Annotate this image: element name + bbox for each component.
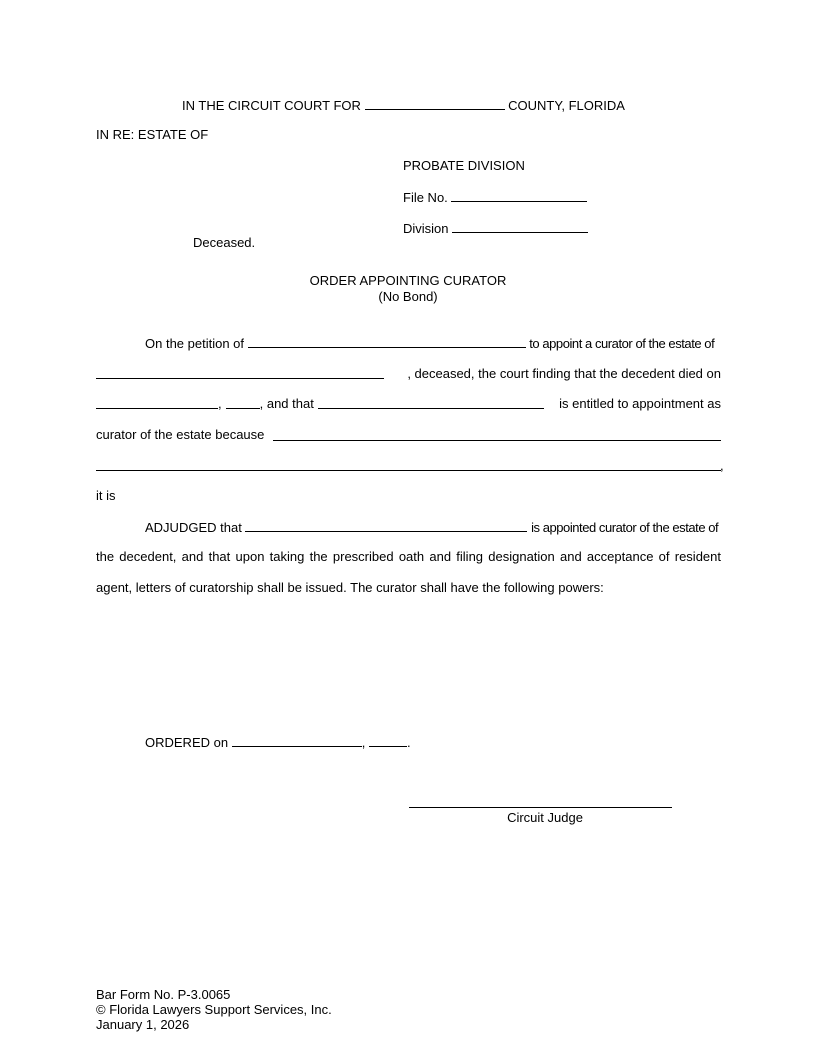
petition-tail: to appoint a curator of the estate of: [529, 336, 715, 351]
decedent-name-field[interactable]: [96, 366, 384, 379]
file-no-field[interactable]: [451, 189, 587, 202]
ordered-on-line: [145, 734, 411, 751]
court-prefix: IN THE CIRCUIT COURT FOR: [182, 98, 361, 113]
appointee-name-field[interactable]: [318, 396, 544, 409]
reason-line: [96, 427, 264, 443]
reason-field-continued[interactable]: [96, 470, 721, 471]
adjudged-line: [145, 519, 718, 536]
in-re-estate: IN RE: ESTATE OF: [96, 127, 209, 142]
division-field[interactable]: [452, 220, 588, 233]
petitioner-name-field[interactable]: [248, 335, 526, 348]
circuit-judge-label: Circuit Judge: [507, 810, 583, 825]
petition-lead: On the petition of: [145, 336, 245, 351]
ordered-on-label: ORDERED on: [145, 735, 229, 750]
file-no-label: File No.: [403, 190, 448, 205]
form-date: January 1, 2026: [96, 1017, 190, 1032]
adjudged-tail: is appointed curator of the estate of: [531, 520, 719, 535]
order-date-field[interactable]: [232, 734, 362, 747]
death-date-field[interactable]: [96, 396, 218, 409]
and-that-text: , and that: [259, 396, 314, 411]
death-year-field[interactable]: [226, 396, 260, 409]
division-row: [403, 220, 588, 237]
reason-comma: ,: [720, 458, 724, 473]
order-date-comma: ,: [361, 735, 366, 750]
oath-line: the decedent, and that upon taking the prescribed oath and filing designation and acceptance of resident: [96, 549, 721, 564]
reason-lead: curator of the estate because: [96, 427, 265, 442]
file-no-row: [403, 189, 587, 206]
order-year-field[interactable]: [369, 734, 407, 747]
copyright-notice: © Florida Lawyers Support Services, Inc.: [96, 1002, 332, 1017]
court-suffix: COUNTY, FLORIDA: [508, 98, 625, 113]
order-period: .: [406, 735, 411, 750]
death-date-line: [96, 396, 721, 412]
decedent-line: [96, 366, 721, 382]
curator-name-field[interactable]: [245, 519, 527, 532]
probate-division-heading: PROBATE DIVISION: [403, 158, 525, 173]
reason-field[interactable]: [273, 440, 721, 441]
it-is-text: it is: [96, 488, 116, 503]
order-subtitle: (No Bond): [378, 289, 438, 304]
division-label: Division: [403, 221, 449, 236]
court-heading: [182, 97, 625, 114]
petition-line: [145, 335, 714, 352]
powers-line: agent, letters of curatorship shall be issued. The curator shall have the following powers:: [96, 580, 604, 595]
entitled-text: is entitled to appointment as: [559, 396, 721, 411]
death-date-comma: ,: [218, 396, 222, 411]
order-title: ORDER APPOINTING CURATOR: [309, 273, 507, 288]
deceased-label: Deceased.: [193, 235, 256, 250]
adjudged-lead: ADJUDGED that: [145, 520, 242, 535]
county-field[interactable]: [365, 97, 505, 110]
decedent-line-text: , deceased, the court finding that the decedent died on: [407, 366, 721, 381]
bar-form-number: Bar Form No. P-3.0065: [96, 987, 231, 1002]
judge-signature-line[interactable]: [409, 807, 672, 808]
